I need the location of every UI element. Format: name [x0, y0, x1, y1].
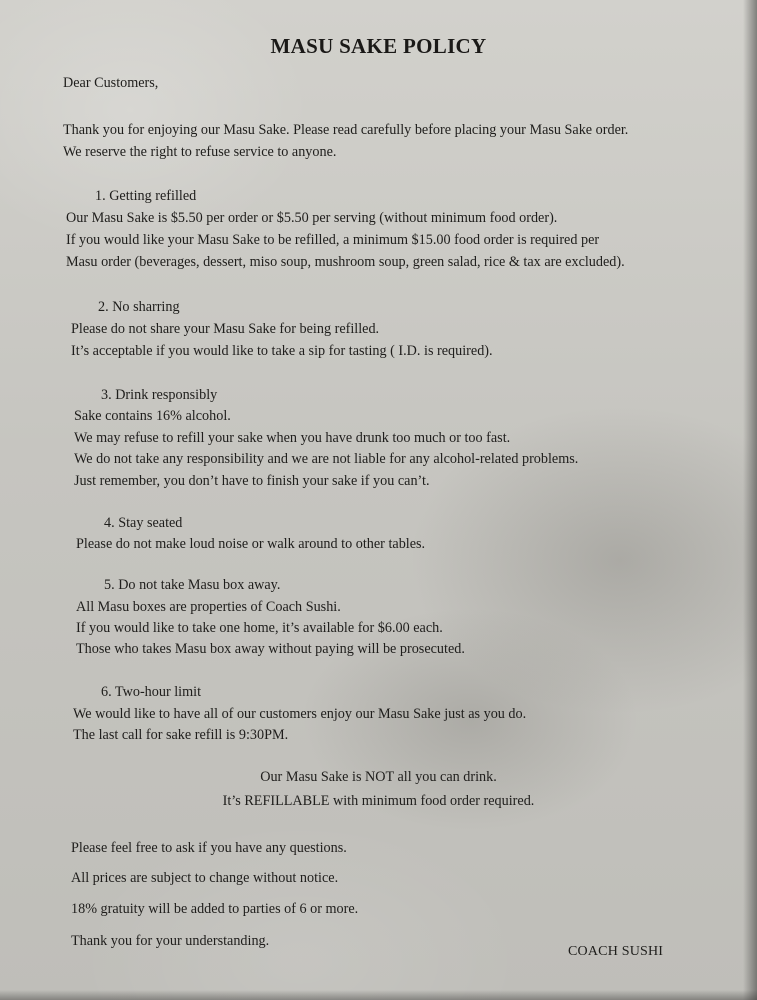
sheet-right-shadow	[743, 0, 757, 1000]
section-line: All Masu boxes are properties of Coach Sushi.	[76, 599, 341, 615]
page-title: MASU SAKE POLICY	[270, 34, 487, 58]
section-line: Masu order (beverages, dessert, miso soup, mushroom soup, green salad, rice & tax are excluded).	[66, 254, 625, 270]
section-line: Please do not make loud noise or walk around to other tables.	[76, 536, 426, 552]
section-line: We do not take any responsibility and we are not liable for any alcohol-related problems.	[74, 451, 579, 467]
closing-line: Please feel free to ask if you have any questions.	[71, 840, 347, 856]
section-line: Our Masu Sake is $5.50 per order or $5.50 per serving (without minimum food order).	[66, 210, 558, 226]
section-heading-masu-box: 5. Do not take Masu box away.	[104, 577, 281, 593]
signature: COACH SUSHI	[568, 944, 664, 959]
section-line: Just remember, you don’t have to finish your sake if you can’t.	[74, 473, 430, 489]
intro-line: Thank you for enjoying our Masu Sake. Please read carefully before placing your Masu Sake order.	[63, 122, 629, 138]
section-line: The last call for sake refill is 9:30PM.	[73, 727, 289, 743]
section-line: Those who takes Masu box away without paying will be prosecuted.	[76, 641, 465, 657]
section-line: We would like to have all of our customers enjoy our Masu Sake just as you do.	[73, 706, 527, 722]
closing-line: 18% gratuity will be added to parties of 6 or more.	[71, 901, 359, 917]
section-heading-getting-refilled: 1. Getting refilled	[95, 188, 197, 204]
sheet-bottom-shadow	[0, 990, 757, 1000]
refill-notice-line: Our Masu Sake is NOT all you can drink.	[260, 769, 497, 785]
section-line: If you would like to take one home, it’s available for $6.00 each.	[76, 620, 443, 636]
section-line: If you would like your Masu Sake to be refilled, a minimum $15.00 food order is required per	[66, 232, 600, 248]
closing-line: All prices are subject to change without notice.	[71, 870, 339, 886]
section-line: We may refuse to refill your sake when you have drunk too much or too fast.	[74, 430, 511, 446]
intro-line: We reserve the right to refuse service to anyone.	[63, 144, 337, 160]
section-heading-drink-responsibly: 3. Drink responsibly	[101, 387, 218, 403]
section-heading-no-sharing: 2. No sharring	[98, 299, 180, 315]
section-line: It’s acceptable if you would like to take a sip for tasting ( I.D. is required).	[71, 343, 493, 359]
section-heading-two-hour-limit: 6. Two-hour limit	[101, 684, 202, 700]
section-line: Sake contains 16% alcohol.	[74, 408, 231, 424]
greeting: Dear Customers,	[63, 75, 159, 91]
section-line: Please do not share your Masu Sake for being refilled.	[71, 321, 380, 337]
closing-line: Thank you for your understanding.	[71, 933, 270, 949]
refill-notice-line: It’s REFILLABLE with minimum food order required.	[222, 793, 535, 809]
section-heading-stay-seated: 4. Stay seated	[104, 515, 183, 531]
